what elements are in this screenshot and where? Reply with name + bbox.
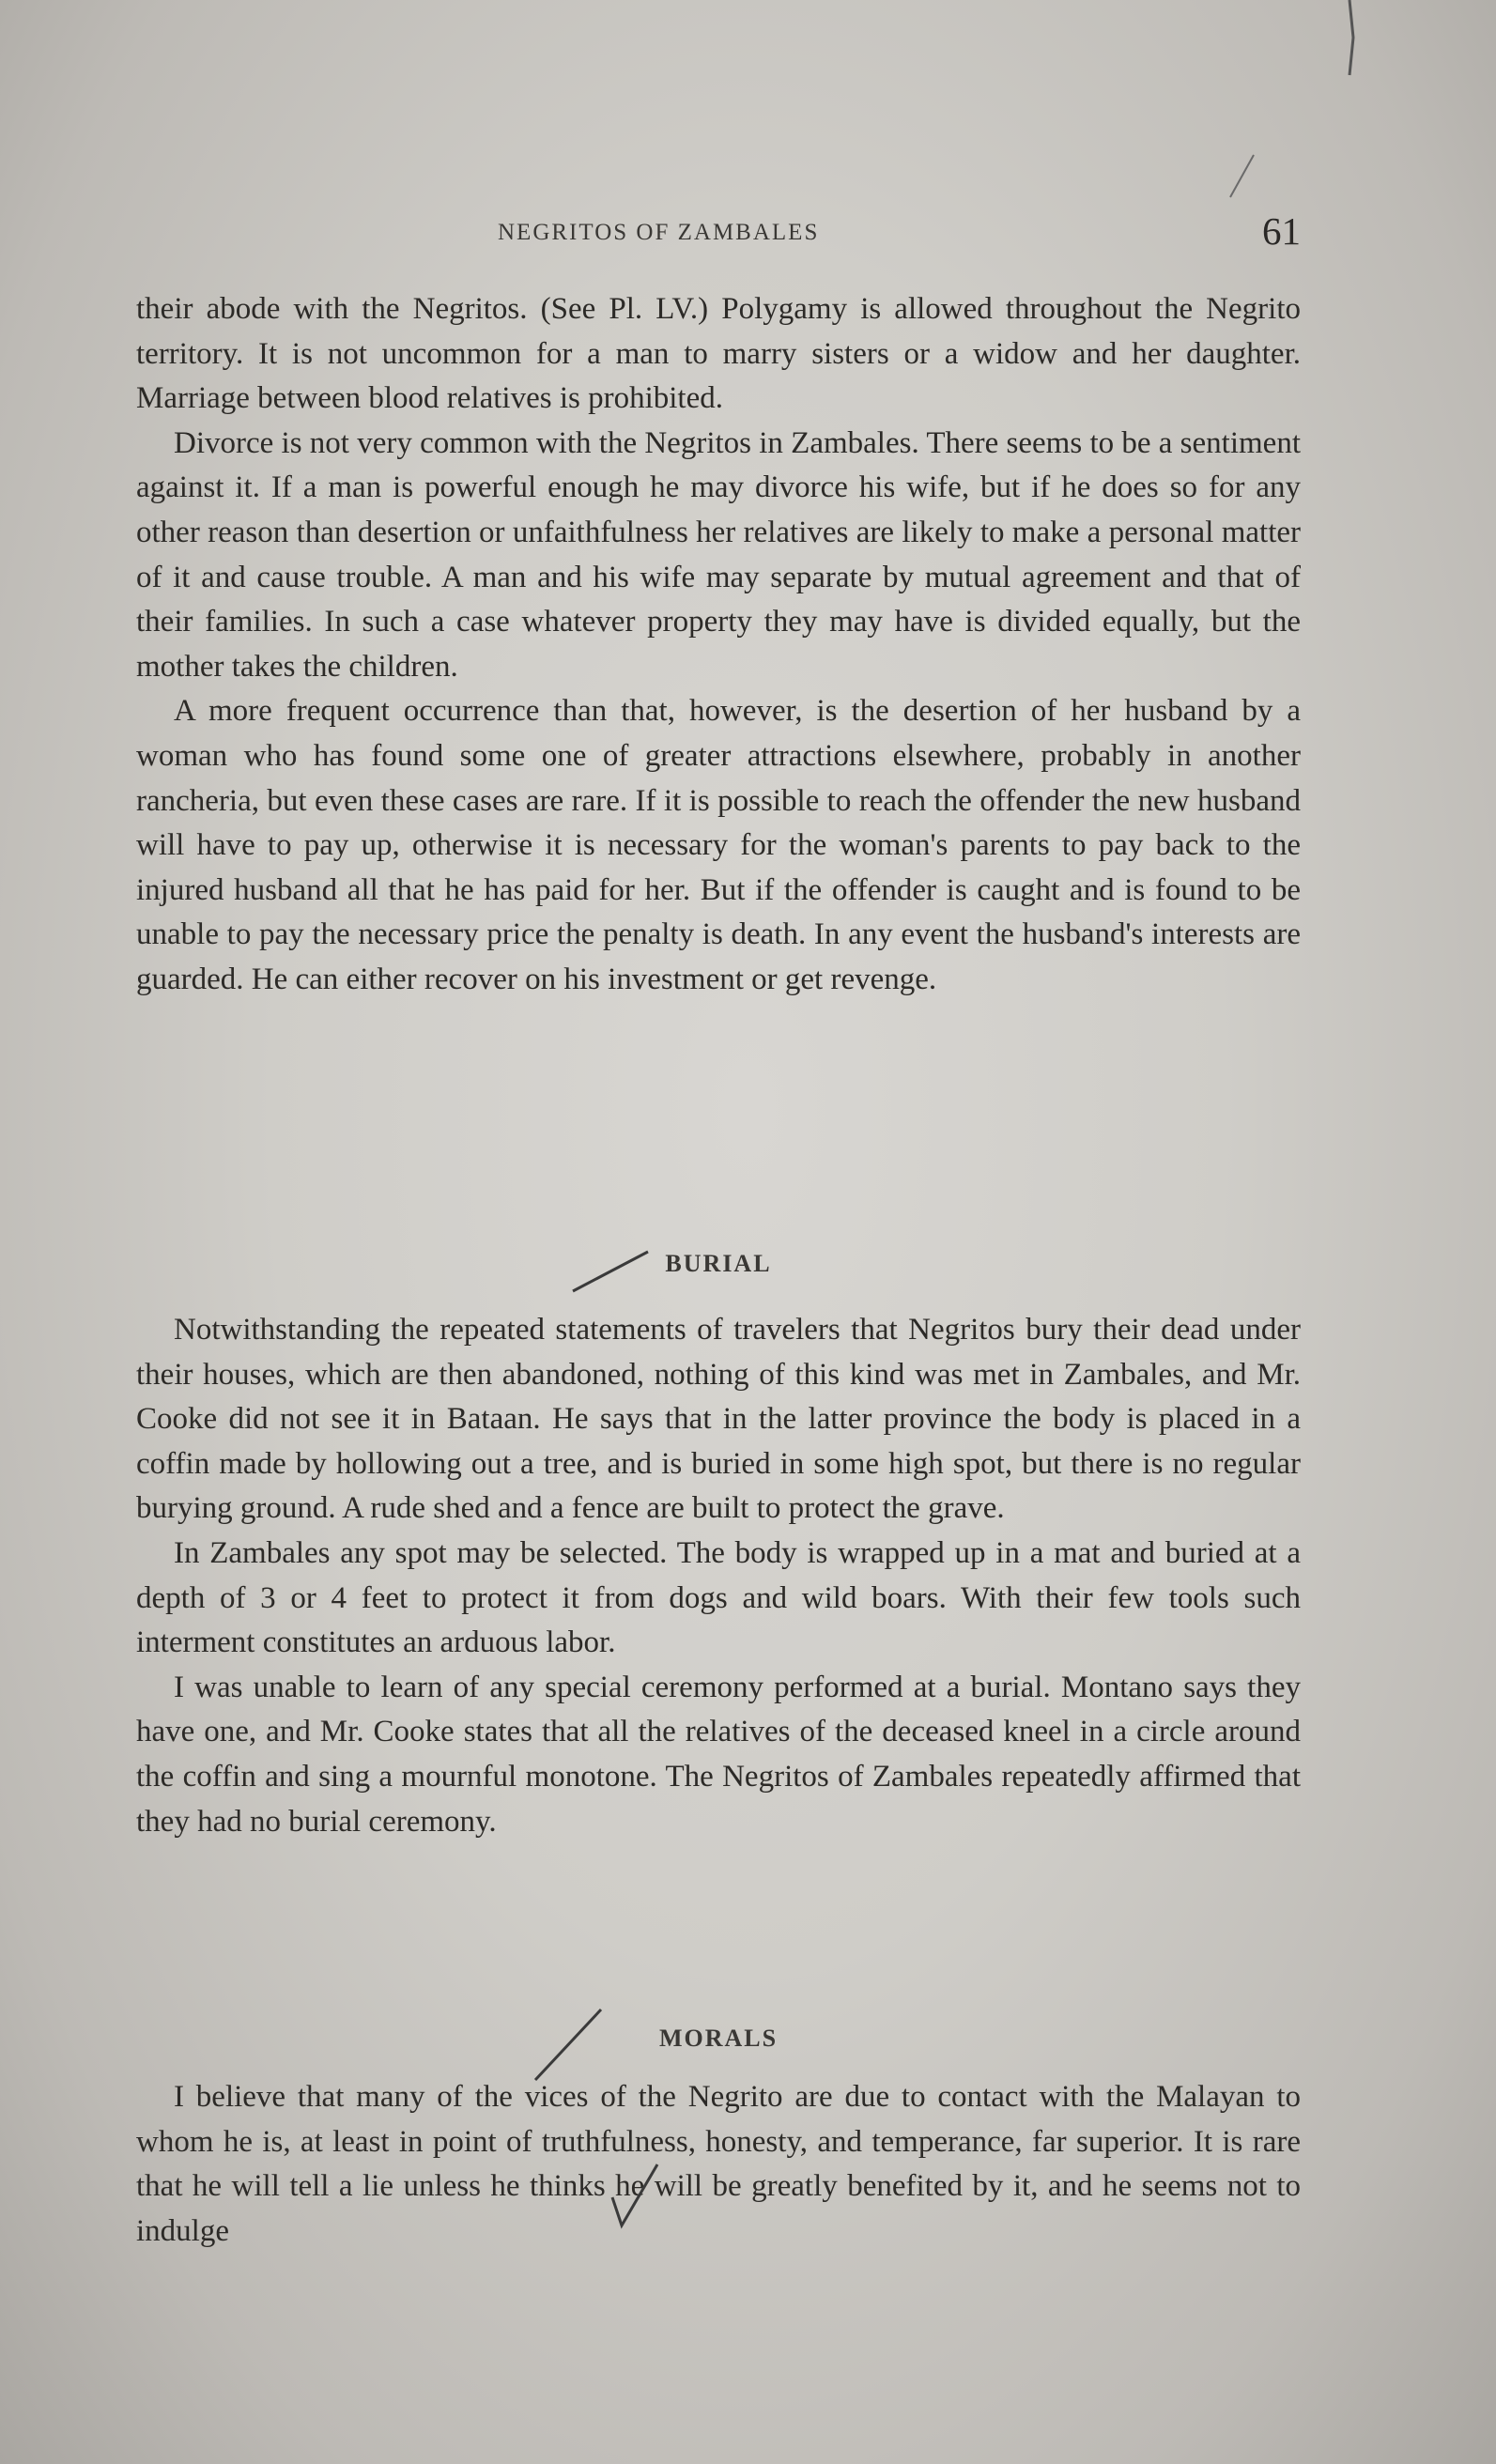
page-number: 61 [1262, 209, 1301, 253]
paragraph-burial-statements: Notwithstanding the repeated statements of travelers that Negritos bury their dead under their houses, which are then abandoned, nothing of this kind was met in Zambales, and Mr. Cooke did not see it in Bataan. He says that in the latter province the body is placed in a coffin made by hollowing out a tree, and is buried in some high spot, but there is no regular burying ground. A rude shed and a fence are built to protect the grave. [136, 1313, 1301, 1526]
paragraph-burial-zambales: In Zambales any spot may be selected. The body is wrapped up in a mat and buried at a depth of 3 or 4 feet to protect it from dogs and wild boars. With their few tools such interment constitutes an arduous labor. [136, 1535, 1301, 1660]
section-burial-text [136, 1308, 1301, 1844]
running-title: NEGRITOS OF ZAMBALES [498, 220, 820, 245]
page-tear-mark [1349, 0, 1353, 75]
paragraph-desertion: A more frequent occurrence than that, however, is the desertion of her husband by a woman who has found some one of greater attractions elsewhere, probably in another rancheria, but even these cases are rare. If it is possible to reach the offender the new husband will have to pay up, otherwise it is necessary for the woman's parents to pay back to the injured husband all that he has paid for her. But if the offender is caught and is found to be unable to pay the necessary price the penalty is death. In any event the husband's interests are guarded. He can either recover on his investment or get revenge. [136, 694, 1301, 996]
paragraph-polygamy: their abode with the Negritos. (See Pl. LV.) Polygamy is allowed throughout the Negrito territory. It is not uncommon for a man to marry sisters or a widow and her daughter. Marriage between blood relatives is prohibited. [136, 292, 1301, 416]
section-morals-text [136, 2075, 1301, 2254]
burial-heading: BURIAL [665, 1250, 772, 1277]
section-marriage-text [136, 287, 1301, 1003]
paragraph-burial-ceremony: I was unable to learn of any special ceremony performed at a burial. Montano says they have one, and Mr. Cooke states that all the relatives of the deceased kneel in a circle around the coffin and sing a mournful monotone. The Negritos of Zambales repeatedly affirmed that they had no burial ceremony. [136, 1670, 1301, 1839]
page-header [136, 208, 1301, 265]
morals-heading: MORALS [658, 2025, 779, 2052]
paragraph-divorce: Divorce is not very common with the Negritos in Zambales. There seems to be a sentiment against it. If a man is powerful enough he may divorce his wife, but if he does so for any other reason than desertion or unfaithfulness her relatives are likely to make a personal matter of it and cause trouble. A man and his wife may separate by mutual agreement and that of their families. In such a case whatever property they may have is divided equally, but the mother takes the children. [136, 425, 1301, 684]
pencil-mark-corner [1230, 155, 1254, 197]
paragraph-morals: I believe that many of the vices of the Negrito are due to contact with the Malayan to whom he is, at least in point of truthfulness, honesty, and temperance, far superior. It is rare that he will tell a lie unless he thinks he will be greatly benefited by it, and he seems not to indulge [136, 2080, 1301, 2248]
